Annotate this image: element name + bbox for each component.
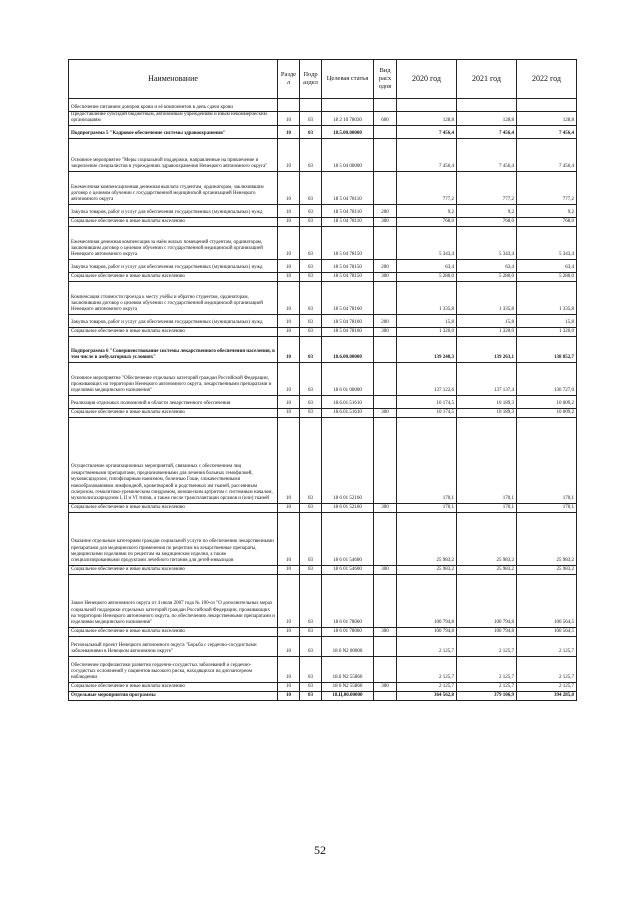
header-2022: 2022 год <box>517 60 577 99</box>
cell-tselevaya-statya: 18 5 04 78110 <box>322 217 374 226</box>
cell-tselevaya-statya: 18 5 04 00000 <box>322 138 374 171</box>
cell-2020: 100 794,8 <box>397 627 457 636</box>
cell-name: Социальное обеспечение и иные выплаты населению <box>69 565 278 574</box>
cell-tselevaya-statya: 18.5.00.00000 <box>322 125 374 138</box>
cell-name: Ежемесячная компенсационная денежная выплата студентам, ординаторам, заключившим договор о целевом обучении с государственной медицинской организацией Ненецкого автономного округа <box>69 171 278 204</box>
cell-tselevaya-statya: 18.6.01.51610 <box>322 408 374 417</box>
cell-2021: 100 794,8 <box>457 627 517 636</box>
cell-podrazdel: 03 <box>300 574 322 627</box>
cell-2021: 10 189,3 <box>457 395 517 408</box>
cell-tselevaya-statya: 18 6 01 52160 <box>322 417 374 503</box>
cell-vid-raskhodov <box>374 362 397 395</box>
cell-razdel: 10 <box>278 565 300 574</box>
cell-2020: 10 174,5 <box>397 395 457 408</box>
cell-vid-raskhodov: 300 <box>374 217 397 226</box>
header-vid-raskhodov: Вид расх одов <box>374 60 397 99</box>
cell-2022: 170,1 <box>517 503 577 512</box>
cell-2020: 2 125,7 <box>397 636 457 656</box>
cell-razdel: 10 <box>278 217 300 226</box>
cell-2022: 136 727,0 <box>517 362 577 395</box>
table-row <box>69 125 577 138</box>
cell-2021: 5 280,0 <box>457 272 517 281</box>
cell-2022: 2 125,7 <box>517 682 577 691</box>
table-header-row <box>69 60 577 99</box>
cell-razdel: 10 <box>278 281 300 314</box>
cell-name: Закон Ненецкого автономного округа от 4 июля 2007 года № 100-оз "О дополнительных мерах социальной поддержки отдельных категорий граждан Российской Федерации, проживающих на территории Ненецкого автономного округа, по обеспечению лекарственными препаратами и изделиями медицинского назначения" <box>69 574 278 627</box>
cell-podrazdel: 03 <box>300 259 322 272</box>
cell-2021: 2 125,7 <box>457 682 517 691</box>
cell-podrazdel: 03 <box>300 327 322 336</box>
cell-2021: 25 983,2 <box>457 512 517 565</box>
cell-2021: 2 125,7 <box>457 636 517 656</box>
cell-2021: 170,1 <box>457 417 517 503</box>
cell-vid-raskhodov <box>374 226 397 259</box>
table-row <box>69 99 577 112</box>
cell-razdel: 10 <box>278 512 300 565</box>
cell-podrazdel: 03 <box>300 636 322 656</box>
table-row <box>69 682 577 691</box>
cell-2020: 15,8 <box>397 314 457 327</box>
cell-2022: 1 320,0 <box>517 327 577 336</box>
table-row <box>69 503 577 512</box>
table-row <box>69 171 577 204</box>
cell-2020: 364 562,8 <box>397 691 457 700</box>
cell-razdel: 10 <box>278 417 300 503</box>
cell-razdel: 10 <box>278 314 300 327</box>
cell-name: Социальное обеспечение и иные выплаты населению <box>69 217 278 226</box>
cell-vid-raskhodov <box>374 636 397 656</box>
cell-podrazdel: 03 <box>300 336 322 362</box>
cell-name: Закупка товаров, работ и услуг для обеспечения государственных (муниципальных) нужд <box>69 314 278 327</box>
cell-podrazdel: 03 <box>300 204 322 217</box>
table-row <box>69 627 577 636</box>
cell-2020: 5 343,4 <box>397 226 457 259</box>
cell-podrazdel: 03 <box>300 503 322 512</box>
cell-vid-raskhodov: 200 <box>374 259 397 272</box>
header-2020: 2020 год <box>397 60 457 99</box>
cell-2020: 1 320,0 <box>397 327 457 336</box>
cell-vid-raskhodov: 200 <box>374 314 397 327</box>
cell-tselevaya-statya: 18 5 04 78110 <box>322 204 374 217</box>
table-row <box>69 226 577 259</box>
cell-2021: 15,8 <box>457 314 517 327</box>
cell-2022: 1 335,8 <box>517 281 577 314</box>
cell-vid-raskhodov <box>374 138 397 171</box>
table-row <box>69 691 577 700</box>
cell-name: Социальное обеспечение и иные выплаты населению <box>69 682 278 691</box>
cell-2020: 7 456,4 <box>397 125 457 138</box>
cell-2022: 170,1 <box>517 417 577 503</box>
cell-podrazdel: 03 <box>300 125 322 138</box>
cell-tselevaya-statya: 18 6 N2 55860 <box>322 682 374 691</box>
cell-2020: 1 335,8 <box>397 281 457 314</box>
cell-name: Оказание отдельным категориям граждан социальной услуги по обеспечению лекарственными препаратами для медицинского применения по рецептам на лекарственные препараты, медицинскими изделиями по рецептам на медицинские изделия, а также специализированными продуктами лечебного питания для детей-инвалидов <box>69 512 278 565</box>
cell-vid-raskhodov: 300 <box>374 627 397 636</box>
cell-podrazdel: 03 <box>300 362 322 395</box>
cell-podrazdel: 03 <box>300 417 322 503</box>
header-name: Наименование <box>69 60 278 99</box>
cell-razdel: 10 <box>278 408 300 417</box>
cell-2022: 9,2 <box>517 204 577 217</box>
cell-name: Социальное обеспечение и иные выплаты населению <box>69 272 278 281</box>
cell-vid-raskhodov <box>374 336 397 362</box>
cell-vid-raskhodov: 300 <box>374 327 397 336</box>
cell-vid-raskhodov <box>374 395 397 408</box>
cell-name: Социальное обеспечение и иные выплаты населению <box>69 327 278 336</box>
cell-razdel: 10 <box>278 171 300 204</box>
cell-name: Основное мероприятие "Обеспечение отдельных категорий граждан Российской Федерации, проживающих на территории Ненецкого автономного округа, лекарственными препаратами и изделиями медицинского назначения" <box>69 362 278 395</box>
cell-2022: 25 983,2 <box>517 512 577 565</box>
cell-podrazdel: 03 <box>300 272 322 281</box>
table-row <box>69 336 577 362</box>
cell-tselevaya-statya: 18 5 04 78160 <box>322 314 374 327</box>
cell-2020: 100 794,8 <box>397 574 457 627</box>
cell-vid-raskhodov: 300 <box>374 682 397 691</box>
cell-2021: 100 794,8 <box>457 574 517 627</box>
cell-tselevaya-statya: 18.6.00.00000 <box>322 336 374 362</box>
cell-2022: 768,0 <box>517 217 577 226</box>
cell-tselevaya-statya: 18.6 N2 55860 <box>322 656 374 682</box>
cell-2021: 137 137,4 <box>457 362 517 395</box>
table-row <box>69 417 577 503</box>
cell-2021: 7 456,4 <box>457 138 517 171</box>
cell-2021: 768,0 <box>457 217 517 226</box>
cell-2021: 1 320,0 <box>457 327 517 336</box>
cell-podrazdel: 03 <box>300 217 322 226</box>
table-row <box>69 656 577 682</box>
cell-tselevaya-statya: 18.Ц.00.00000 <box>322 691 374 700</box>
cell-name: Социальное обеспечение и иные выплаты населению <box>69 408 278 417</box>
table-row <box>69 138 577 171</box>
cell-2021: 9,2 <box>457 204 517 217</box>
cell-podrazdel: 03 <box>300 627 322 636</box>
cell-podrazdel <box>300 99 322 112</box>
cell-2021: 379 106,9 <box>457 691 517 700</box>
table-row <box>69 112 577 126</box>
cell-2020: 170,1 <box>397 503 457 512</box>
cell-podrazdel: 03 <box>300 171 322 204</box>
cell-tselevaya-statya: 18 2 10 78030 <box>322 112 374 126</box>
cell-name: Отдельные мероприятия программы <box>69 691 278 700</box>
cell-2020: 139 248,3 <box>397 336 457 362</box>
cell-tselevaya-statya: 18 6 01 00000 <box>322 362 374 395</box>
cell-podrazdel: 03 <box>300 226 322 259</box>
cell-name: Закупка товаров, работ и услуг для обеспечения государственных (муниципальных) нужд <box>69 259 278 272</box>
cell-2020: 137 122,6 <box>397 362 457 395</box>
cell-razdel: 10 <box>278 503 300 512</box>
cell-razdel: 10 <box>278 327 300 336</box>
cell-2022: 5 343,4 <box>517 226 577 259</box>
cell-razdel: 10 <box>278 336 300 362</box>
cell-2022: 15,8 <box>517 314 577 327</box>
cell-vid-raskhodov: 200 <box>374 204 397 217</box>
cell-2021: 5 343,4 <box>457 226 517 259</box>
table-row <box>69 327 577 336</box>
cell-2020: 25 983,2 <box>397 565 457 574</box>
cell-podrazdel: 03 <box>300 682 322 691</box>
cell-vid-raskhodov <box>374 512 397 565</box>
cell-podrazdel: 03 <box>300 138 322 171</box>
cell-tselevaya-statya: 18 6 01 52160 <box>322 503 374 512</box>
cell-2022: 394 285,0 <box>517 691 577 700</box>
cell-vid-raskhodov <box>374 281 397 314</box>
table-row <box>69 314 577 327</box>
cell-2022: 25 983,2 <box>517 565 577 574</box>
cell-razdel: 10 <box>278 691 300 700</box>
cell-name: Компенсация стоимости проезда к месту учёбы и обратно студентам, ординаторам, заключившим договор о целевом обучении с государственной медицинской организацией Ненецкого автономного округа <box>69 281 278 314</box>
cell-tselevaya-statya: 18 5 04 78160 <box>322 281 374 314</box>
cell-2022: 2 125,7 <box>517 636 577 656</box>
cell-vid-raskhodov: 300 <box>374 503 397 512</box>
cell-razdel: 10 <box>278 125 300 138</box>
cell-name: Социальное обеспечение и иные выплаты населению <box>69 503 278 512</box>
page-number: 52 <box>314 843 326 857</box>
cell-tselevaya-statya: 18 6 01 54600 <box>322 565 374 574</box>
cell-tselevaya-statya: 18 5 04 78110 <box>322 171 374 204</box>
cell-vid-raskhodov <box>374 171 397 204</box>
cell-2020 <box>397 99 457 112</box>
cell-podrazdel: 03 <box>300 112 322 126</box>
cell-vid-raskhodov <box>374 574 397 627</box>
cell-2022: 100 564,5 <box>517 627 577 636</box>
header-tselevaya-statya: Целевая статья <box>322 60 374 99</box>
cell-2022: 10 009,2 <box>517 395 577 408</box>
cell-podrazdel: 03 <box>300 656 322 682</box>
cell-podrazdel: 03 <box>300 408 322 417</box>
cell-2022: 2 125,7 <box>517 656 577 682</box>
cell-vid-raskhodov <box>374 417 397 503</box>
cell-2020: 10 174,5 <box>397 408 457 417</box>
cell-name: Основное мероприятие "Меры социальной поддержки, направленные на привлечение и закрепление специалистов в учреждениях здравоохранения Ненецкого автономного округа" <box>69 138 278 171</box>
cell-2021: 63,4 <box>457 259 517 272</box>
cell-razdel: 10 <box>278 656 300 682</box>
cell-name: Осуществление организационных мероприятий, связанных с обеспечением лиц лекарственными препаратами, предназначенными для лечения больных гемофилией, муковисцидозом, гипофизарным нанизмом, болезнью Гоше, злокачественными новообразованиями лимфоидной, кроветворной и родственных им тканей, рассеянным склерозом, гемолитико-уремическим синдромом, юношеским артритом с системным началом, мукополисахаридозом I, II и VI типов, а также после трансплантации органов и (или) тканей <box>69 417 278 503</box>
header-razdel: Разде л <box>278 60 300 99</box>
cell-razdel <box>278 99 300 112</box>
cell-razdel: 10 <box>278 636 300 656</box>
cell-razdel: 10 <box>278 272 300 281</box>
cell-razdel: 10 <box>278 395 300 408</box>
cell-2022: 7 456,4 <box>517 125 577 138</box>
cell-2022 <box>517 99 577 112</box>
cell-vid-raskhodov <box>374 125 397 138</box>
cell-2021: 25 983,2 <box>457 565 517 574</box>
cell-2021: 7 456,4 <box>457 125 517 138</box>
cell-2022: 777,2 <box>517 171 577 204</box>
cell-2022: 7 456,4 <box>517 138 577 171</box>
cell-2021: 1 335,8 <box>457 281 517 314</box>
table-row <box>69 204 577 217</box>
cell-tselevaya-statya: 18 5 04 78150 <box>322 272 374 281</box>
cell-razdel: 10 <box>278 362 300 395</box>
cell-vid-raskhodov <box>374 691 397 700</box>
table-row <box>69 362 577 395</box>
cell-name: Предоставление субсидий бюджетным, автономным учреждениям и иным некоммерческим организациям <box>69 112 278 126</box>
cell-tselevaya-statya: 18 6 01 78060 <box>322 574 374 627</box>
cell-2020: 128,8 <box>397 112 457 126</box>
cell-name: Социальное обеспечение и иные выплаты населению <box>69 627 278 636</box>
cell-vid-raskhodov: 600 <box>374 112 397 126</box>
cell-name: Обеспечение профилактики развития сердечно-сосудистых заболеваний и сердечно-сосудистых осложнений у пациентов высокого риска, находящихся на диспансерном наблюдении <box>69 656 278 682</box>
cell-razdel: 10 <box>278 112 300 126</box>
table-row <box>69 272 577 281</box>
cell-tselevaya-statya: 18 5 04 78160 <box>322 327 374 336</box>
table-row <box>69 281 577 314</box>
cell-vid-raskhodov <box>374 656 397 682</box>
cell-2022: 63,4 <box>517 259 577 272</box>
cell-razdel: 10 <box>278 627 300 636</box>
cell-podrazdel: 03 <box>300 512 322 565</box>
cell-name: Подпрограмма 6 "Совершенствование системы лекарственного обеспечения населения, в том числе в амбулаторных условиях" <box>69 336 278 362</box>
cell-2020: 5 280,0 <box>397 272 457 281</box>
cell-tselevaya-statya <box>322 99 374 112</box>
cell-2021: 128,8 <box>457 112 517 126</box>
cell-podrazdel: 03 <box>300 565 322 574</box>
table-body <box>69 99 577 701</box>
cell-razdel: 10 <box>278 204 300 217</box>
cell-2022: 100 564,5 <box>517 574 577 627</box>
table-row <box>69 565 577 574</box>
cell-2021: 2 125,7 <box>457 656 517 682</box>
cell-tselevaya-statya: 18 6 01 54600 <box>322 512 374 565</box>
cell-podrazdel: 03 <box>300 395 322 408</box>
cell-razdel: 10 <box>278 259 300 272</box>
table-row <box>69 217 577 226</box>
cell-podrazdel: 03 <box>300 691 322 700</box>
cell-2022: 10 009,2 <box>517 408 577 417</box>
cell-name: Ежемесячная денежная компенсация за наём жилых помещений студентам, ординаторам, заключившим договор о целевом обучении с государственной медицинской организацией Ненецкого автономного округа <box>69 226 278 259</box>
cell-name: Подпрограмма 5 "Кадровое обеспечение системы здравоохранения" <box>69 125 278 138</box>
cell-vid-raskhodov <box>374 99 397 112</box>
cell-vid-raskhodov: 300 <box>374 565 397 574</box>
cell-2020: 777,2 <box>397 171 457 204</box>
table-row <box>69 395 577 408</box>
cell-tselevaya-statya: 18 5 04 78150 <box>322 259 374 272</box>
cell-podrazdel: 03 <box>300 281 322 314</box>
cell-2020: 2 125,7 <box>397 656 457 682</box>
cell-2020: 63,4 <box>397 259 457 272</box>
cell-2021: 10 189,3 <box>457 408 517 417</box>
table-row <box>69 636 577 656</box>
cell-vid-raskhodov: 300 <box>374 272 397 281</box>
cell-2021 <box>457 99 517 112</box>
table-row <box>69 512 577 565</box>
table-row <box>69 574 577 627</box>
cell-tselevaya-statya: 18 6 N2 00000 <box>322 636 374 656</box>
cell-razdel: 10 <box>278 682 300 691</box>
table-row <box>69 259 577 272</box>
cell-tselevaya-statya: 18 5 04 78150 <box>322 226 374 259</box>
cell-name: Региональный проект Ненецкого автономного округа "Борьба с сердечно-сосудистыми заболеваниями в Ненецком автономном округе" <box>69 636 278 656</box>
cell-podrazdel: 03 <box>300 314 322 327</box>
cell-name: Закупка товаров, работ и услуг для обеспечения государственных (муниципальных) нужд <box>69 204 278 217</box>
cell-2022: 5 280,0 <box>517 272 577 281</box>
cell-2022: 128,8 <box>517 112 577 126</box>
header-2021: 2021 год <box>457 60 517 99</box>
cell-razdel: 10 <box>278 138 300 171</box>
table-row <box>69 408 577 417</box>
cell-name: Реализация отдельных полномочий в области лекарственного обеспечения <box>69 395 278 408</box>
cell-2020: 7 456,4 <box>397 138 457 171</box>
cell-vid-raskhodov: 300 <box>374 408 397 417</box>
cell-2020: 170,1 <box>397 417 457 503</box>
cell-2020: 25 983,2 <box>397 512 457 565</box>
cell-tselevaya-statya: 18 6 01 78060 <box>322 627 374 636</box>
cell-2022: 138 852,7 <box>517 336 577 362</box>
cell-2021: 170,1 <box>457 503 517 512</box>
cell-name: Обеспечение питанием доноров крови и её компонентов в день сдачи крови <box>69 99 278 112</box>
budget-table <box>68 59 577 701</box>
cell-2021: 777,2 <box>457 171 517 204</box>
cell-razdel: 10 <box>278 226 300 259</box>
cell-2020: 2 125,7 <box>397 682 457 691</box>
cell-2021: 139 263,1 <box>457 336 517 362</box>
cell-2020: 768,0 <box>397 217 457 226</box>
cell-2020: 9,2 <box>397 204 457 217</box>
cell-tselevaya-statya: 18.6.01.51610 <box>322 395 374 408</box>
header-podrazdel: Подр аздел <box>300 60 322 99</box>
cell-razdel: 10 <box>278 574 300 627</box>
